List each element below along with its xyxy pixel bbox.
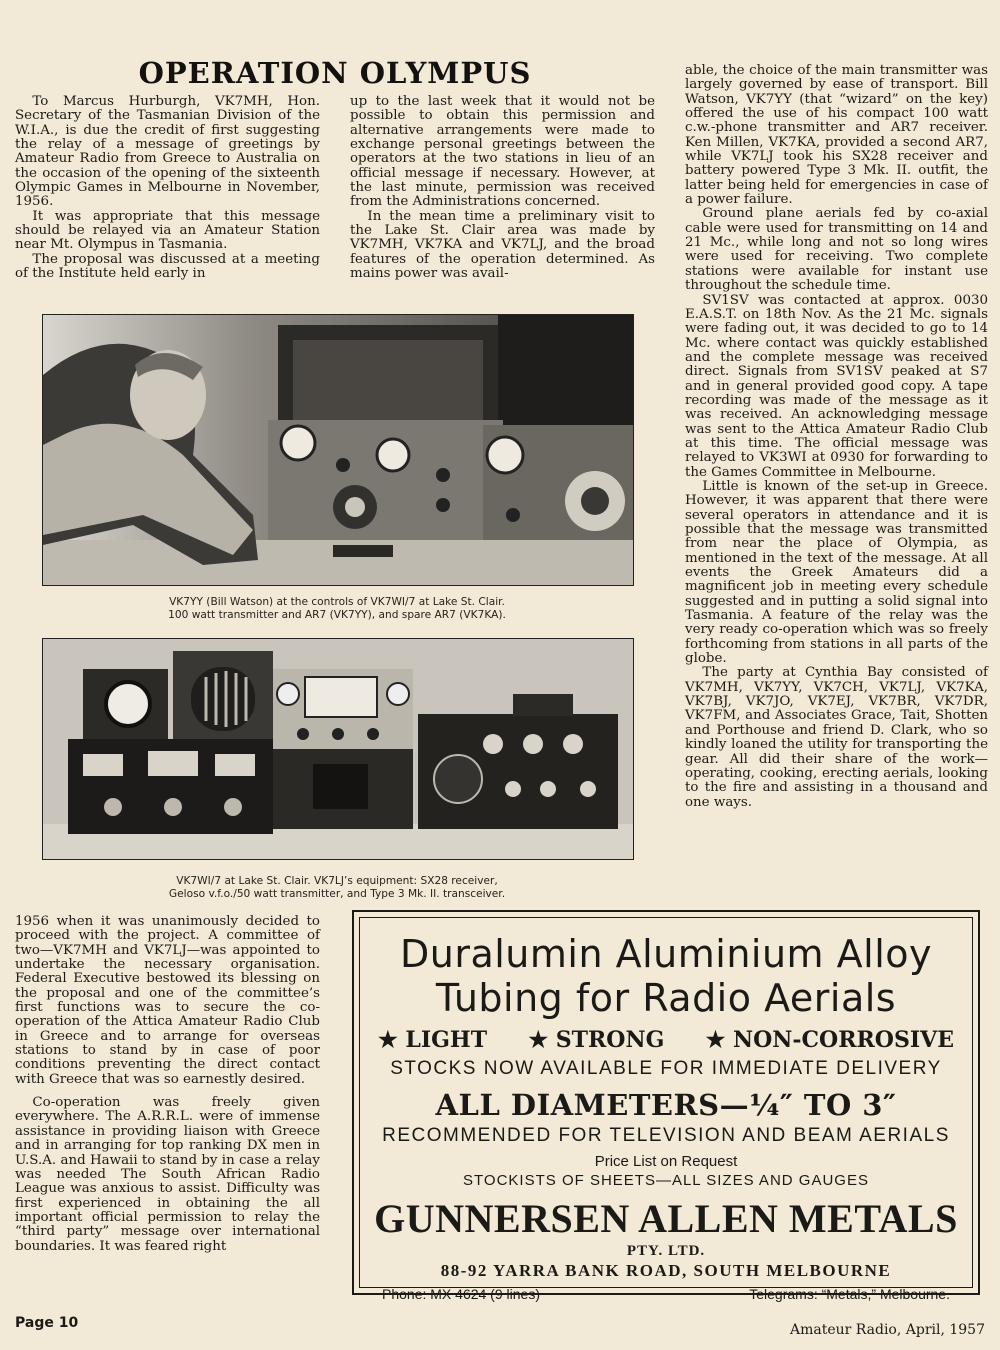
photo-equipment: [42, 638, 634, 860]
article-paragraph: In the mean time a preliminary visit to the Lake St. Clair area was made by VK7MH, VK7KA and VK7LJ, and the broad features of the operation determined. As mains power was avail-: [350, 208, 655, 282]
page-number: Page 10: [15, 1315, 79, 1331]
caption-line: VK7YY (Bill Watson) at the controls of VK7WI/7 at Lake St. Clair.: [169, 596, 505, 608]
article-column-right: [685, 64, 988, 810]
article-paragraph: Co-operation was freely given everywhere. The A.R.R.L. were of immense assistance in providing liaison with Greece and in arranging for top ranking DX men in U.S.A. and Hawaii to stand by in case a relay was needed The South African Radio League was anxious to assist. Difficulty was first experienced in obtaining the all important official permission to relay the “third party” message over international boundaries. It was feared right: [15, 1095, 320, 1254]
photo-operator-at-controls: [42, 314, 634, 586]
ad-telegrams: Telegrams: “Metals,” Melbourne.: [749, 1286, 950, 1302]
caption-line: Geloso v.f.o./50 watt transmitter, and Type 3 Mk. II. transceiver.: [168, 888, 506, 900]
article-paragraph: 1956 when it was unanimously decided to proceed with the project. A committee of two—VK7MH and VK7LJ—was appointed to undertake the necessary organisation. Federal Executive bestowed its blessing on the proposal and one of the committee’s first functions was to secure the co-operation of the Attica Amateur Radio Club in Greece and to arrange for overseas stations to stand by in case of poor conditions preventing the direct contact with Greece that was so earnestly desired.: [15, 914, 320, 1087]
caption-line: 100 watt transmitter and AR7 (VK7YY), and spare AR7 (VK7KA).: [168, 609, 506, 621]
article-paragraph: To Marcus Hurburgh, VK7MH, Hon. Secretary of the Tasmanian Division of the W.I.A., is due the credit of first suggesting the relay of a message of greetings by Amateur Radio from Greece to Australia on the occasion of the opening of the sixteenth Olympic Games in Melbourne in November, 1956.: [15, 94, 320, 210]
photo-caption: [42, 875, 632, 901]
ad-contact: [360, 1284, 972, 1304]
article-column-left-top: [15, 95, 320, 281]
page-title: OPERATION OLYMPUS: [138, 56, 532, 90]
ad-recommended-line: RECOMMENDED FOR TELEVISION AND BEAM AERIALS: [382, 1125, 950, 1146]
article-paragraph: able, the choice of the main transmitter was largely governed by ease of transport. Bill Watson, VK7YY (that “wizard” on the key) offered the use of his compact 100 watt c.w.-phone transmitter and AR7 receiver. Ken Millen, VK7KA, provided a second AR7, while VK7LJ took his SX28 receiver and battery powered Type 3 Mk. II. outfit, the latter being held for emergencies in case of a power failure.: [685, 63, 988, 208]
ad-feature-non-corrosive: ★ NON-CORROSIVE: [705, 1027, 954, 1053]
ad-features: [360, 1026, 972, 1054]
ad-price-list-line: Price List on Request: [594, 1153, 738, 1170]
ad-phone: Phone: MX 4624 (9 lines): [382, 1286, 540, 1302]
ad-stocks-line: STOCKS NOW AVAILABLE FOR IMMEDIATE DELIVERY: [390, 1058, 942, 1079]
article-paragraph: SV1SV was contacted at approx. 0030 E.A.S.T. on 18th Nov. As the 21 Mc. signals were fading out, it was decided to go to 14 Mc. where contact was quickly established and the complete message was received direct. Signals from SV1SV peaked at S7 and in general provided good copy. A tape recording was made of the message as it was received. An acknowledging message was sent to the Attica Amateur Radio Club at this time. The official message was relayed to VK3WI at 0930 for forwarding to the Games Committee in Melbourne.: [685, 292, 988, 480]
article-paragraph: Little is known of the set-up in Greece. However, it was apparent that there were several operators in attendance and it is possible that the message was transmitted from near the place of Olympia, as mentioned in the text of the message. At all events the Greek Amateurs did a magnificent job in meeting every schedule suggested and in putting a solid signal into Tasmania. A feature of the relay was the very ready co-operation which was so freely forthcoming from stations in all parts of the globe.: [685, 478, 988, 667]
article-paragraph: Ground plane aerials fed by co-axial cable were used for transmitting on 14 and 21 Mc., while long and not so long wires were used for receiving. Two complete stations were available for instant use throughout the schedule time.: [685, 206, 988, 294]
caption-line: VK7WI/7 at Lake St. Clair. VK7LJ’s equipment: SX28 receiver,: [176, 875, 498, 887]
ad-feature-light: ★ LIGHT: [378, 1027, 488, 1053]
ad-stockists-line: STOCKISTS OF SHEETS—ALL SIZES AND GAUGES: [463, 1172, 869, 1189]
ad-address: 88-92 YARRA BANK ROAD, SOUTH MELBOURNE: [440, 1261, 892, 1280]
ad-diameters-line: ALL DIAMETERS—¼″ TO 3″: [435, 1088, 897, 1122]
magazine-issue: Amateur Radio, April, 1957: [789, 1322, 985, 1338]
advertisement: [352, 910, 980, 1302]
ad-company-name: GUNNERSEN ALLEN METALS: [374, 1196, 958, 1241]
article-column-middle-top: [350, 95, 655, 281]
ad-feature-strong: ★ STRONG: [528, 1027, 665, 1053]
article-paragraph: The party at Cynthia Bay consisted of VK7MH, VK7YY, VK7CH, VK7LJ, VK7KA, VK7BJ, VK7JO, VK7EJ, VK7BR, VK7DR, VK7FM, and Associates Grace, Tait, Shotten and Porthouse and friend D. Clark, who so kindly loaned the utility for transporting the gear. All did their share of the work—operating, cooking, erecting aerials, looking to the fire and assisting in a thousand and one ways.: [685, 665, 988, 810]
article-paragraph: The proposal was discussed at a meeting of the Institute held early in: [15, 251, 320, 282]
article-paragraph: It was appropriate that this message should be relayed via an Amateur Station near Mt. Olympus in Tasmania.: [15, 208, 320, 253]
ad-headline: Duralumin Aluminium Alloy: [399, 932, 932, 976]
article-paragraph: up to the last week that it would not be possible to obtain this permission and alternative arrangements were made to exchange personal greetings between the operators at the two stations in lieu of an official message if necessary. However, at the last minute, permission was received from the Administrations concerned.: [350, 94, 655, 210]
article-column-left-bottom: [15, 915, 320, 1254]
ad-company-suffix: PTY. LTD.: [626, 1243, 706, 1259]
photo-caption: [42, 596, 632, 622]
ad-headline: Tubing for Radio Aerials: [435, 976, 897, 1020]
advertisement-inner-border: [359, 917, 973, 1302]
